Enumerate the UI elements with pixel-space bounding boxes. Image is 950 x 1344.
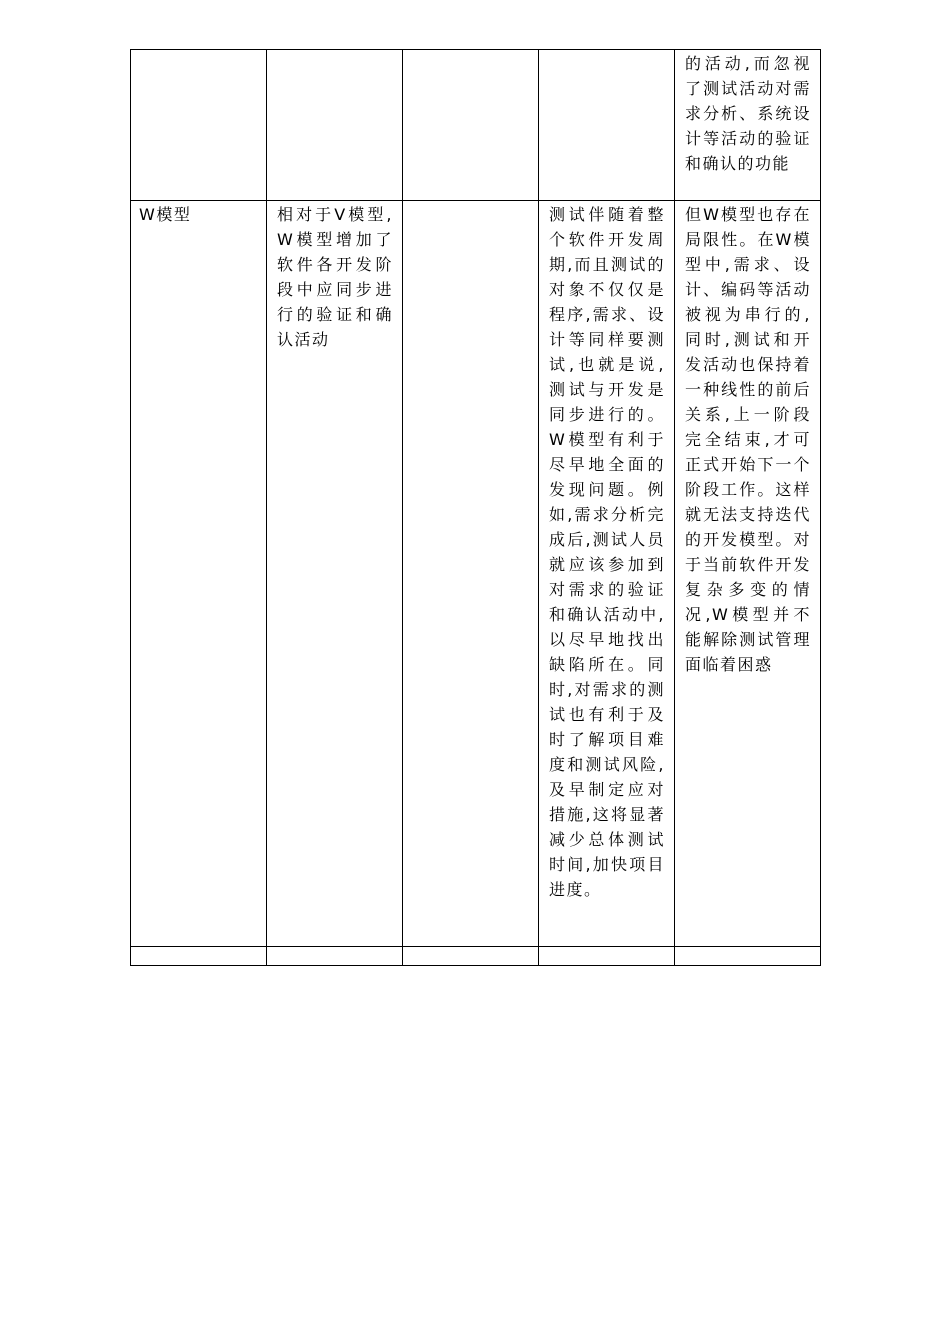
table-cell: [539, 947, 675, 966]
cell-text: [403, 947, 538, 948]
table-row: [131, 947, 821, 966]
table-cell: [131, 50, 267, 201]
table-row: [131, 201, 821, 947]
cell-text: [403, 201, 538, 202]
table-cell: [267, 50, 403, 201]
model-name: W模型: [139, 205, 192, 224]
table-cell: [131, 201, 267, 947]
cell-text: [539, 947, 674, 948]
table-cell: [675, 201, 821, 947]
cell-text: [539, 50, 674, 51]
model-limitations: 但W模型也存在局限性。在W模型中,需求、设计、编码等活动被视为串行的,同时,测试和开发活动也保持着一种线性的前后关系,上一阶段完全结束,才可正式开始下一个阶段工作。这样就无法支持迭代的开发模型。对于当前软件开发复杂多变的情况,W模型并不能解除测试管理面临着困惑: [685, 205, 811, 674]
cell-text: [267, 947, 402, 948]
model-advantages: 测试伴随着整个软件开发周期,而且测试的对象不仅仅是程序,需求、设计等同样要测试,也就是说,测试与开发是同步进行的。W模型有利于尽早地全面的发现问题。例如,需求分析完成后,测试人员就应该参加到对需求的验证和确认活动中,以尽早地找出缺陷所在。同时,对需求的测试也有利于及时了解项目难度和测试风险,及早制定应对措施,这将显著减少总体测试时间,加快项目进度。: [549, 205, 665, 899]
table-cell: [539, 50, 675, 201]
table-cell: [267, 201, 403, 947]
table-cell: [403, 50, 539, 201]
cell-text: 的活动,而忽视了测试活动对需求分析、系统设计等活动的验证和确认的功能: [685, 54, 811, 173]
table-row: [131, 50, 821, 201]
cell-text: [403, 50, 538, 51]
model-comparison-table: [130, 49, 821, 966]
model-description: 相对于V模型,W模型增加了软件各开发阶段中应同步进行的验证和确认活动: [277, 205, 393, 349]
cell-text: [131, 50, 266, 51]
cell-text: [675, 947, 820, 948]
table-cell: [675, 50, 821, 201]
table-cell: [403, 201, 539, 947]
table-cell: [675, 947, 821, 966]
cell-text: [267, 50, 402, 51]
table-cell: [539, 201, 675, 947]
table-cell: [267, 947, 403, 966]
table-cell: [403, 947, 539, 966]
table-cell: [131, 947, 267, 966]
cell-text: [131, 947, 266, 948]
